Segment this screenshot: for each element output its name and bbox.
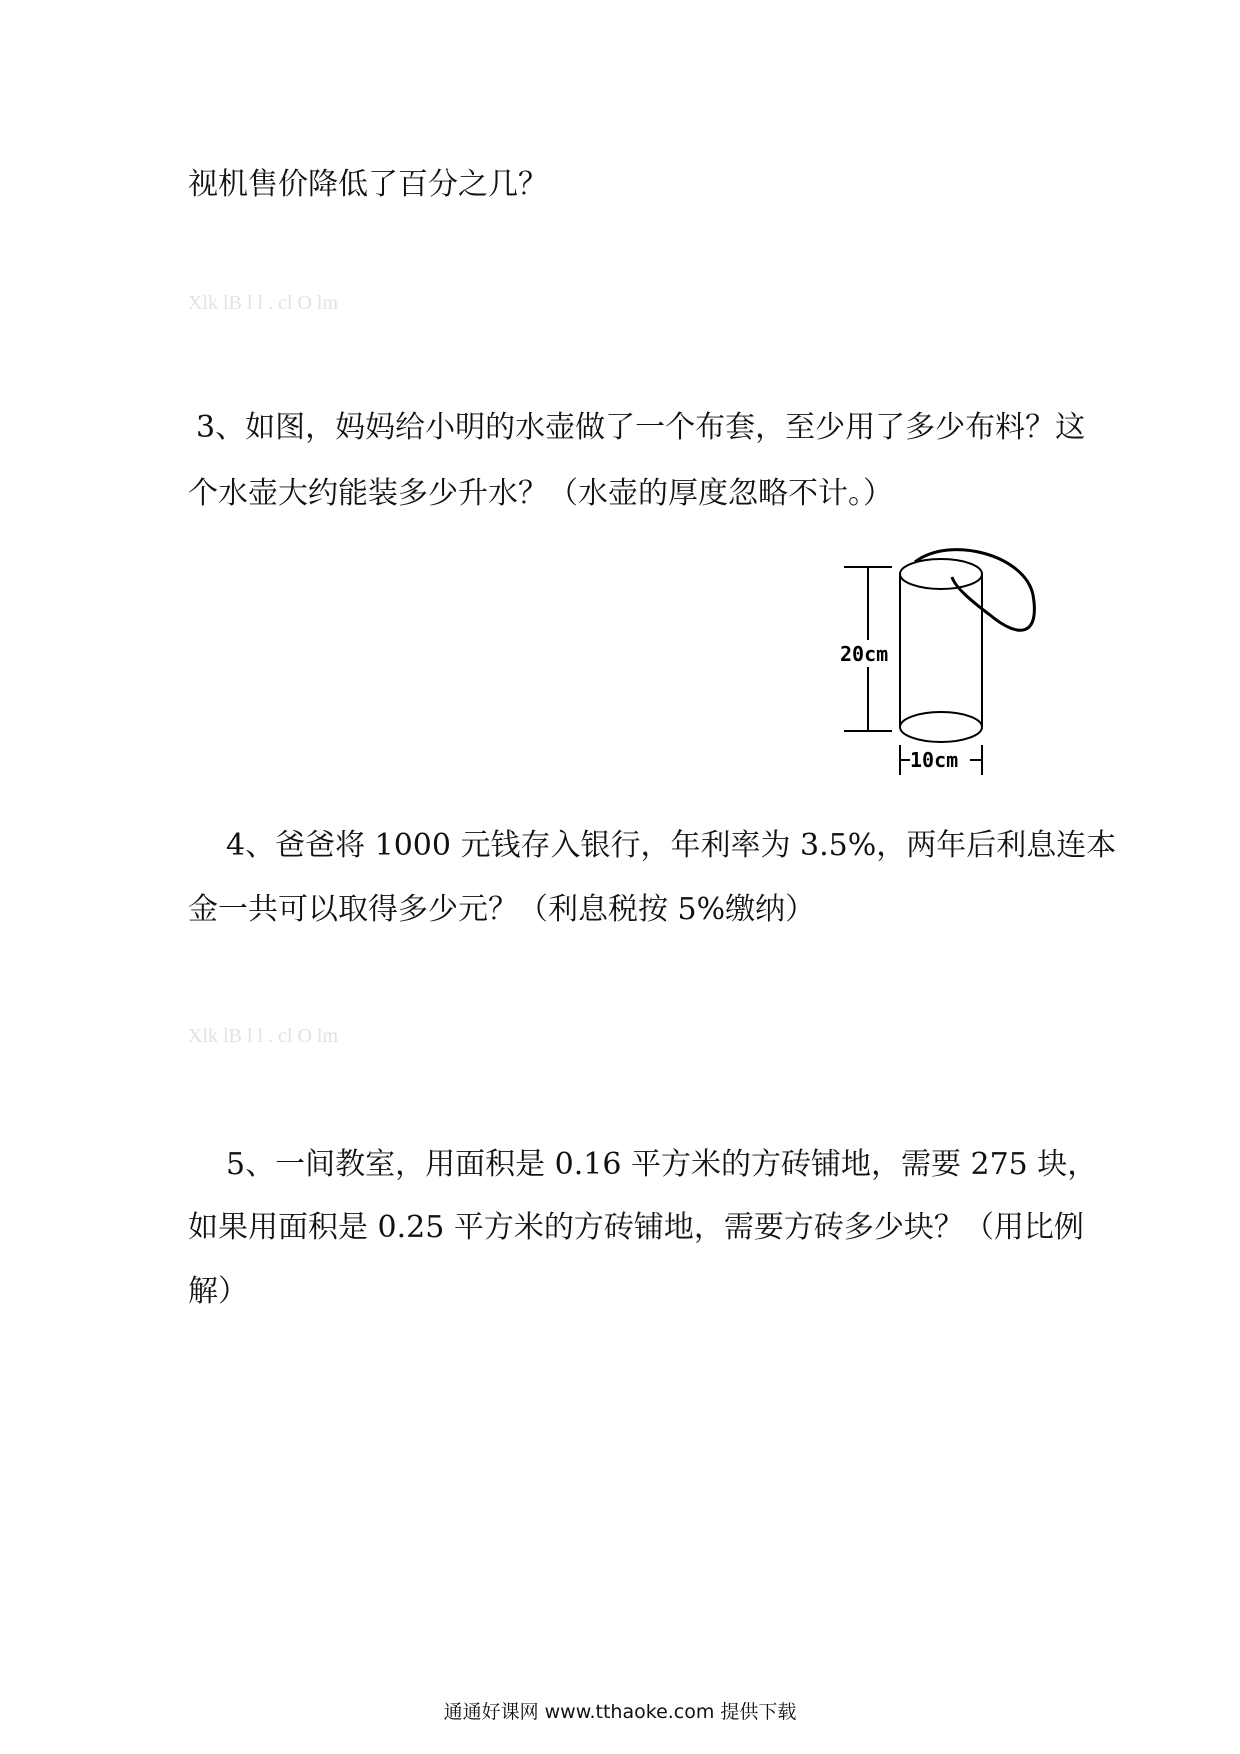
diameter-label: 10cm [910,748,959,772]
question-5-line-3: 解） [188,1274,248,1309]
watermark-1: Xlk lB l l . cl O lm [188,292,338,314]
question-4-line-2: 金一共可以取得多少元？（利息税按 5%缴纳） [188,892,816,927]
question-3-line-1: 3、如图，妈妈给小明的水壶做了一个布套，至少用了多少布料？这 [196,410,1086,445]
cylinder-bottom-ellipse [900,712,982,742]
question-5-line-1: 5、一间教室，用面积是 0.16 平方米的方砖铺地，需要 275 块， [226,1147,1098,1182]
question-5-line-2: 如果用面积是 0.25 平方米的方砖铺地，需要方砖多少块？（用比例 [188,1210,1084,1245]
footer-credit: 通通好课网 www.tthaoke.com 提供下载 [443,1701,797,1723]
continuation-text: 视机售价降低了百分之几？ [188,167,548,202]
question-4-line-1: 4、爸爸将 1000 元钱存入银行，年利率为 3.5%，两年后利息连本 [226,828,1117,863]
cylinder-top-ellipse [900,559,982,589]
kettle-figure [830,545,1050,790]
height-label: 20cm [840,642,889,666]
watermark-2: Xlk lB l l . cl O lm [188,1025,338,1047]
question-3-line-2: 个水壶大约能装多少升水？（水壶的厚度忽略不计。） [188,476,893,511]
strap-loop [915,550,1034,631]
